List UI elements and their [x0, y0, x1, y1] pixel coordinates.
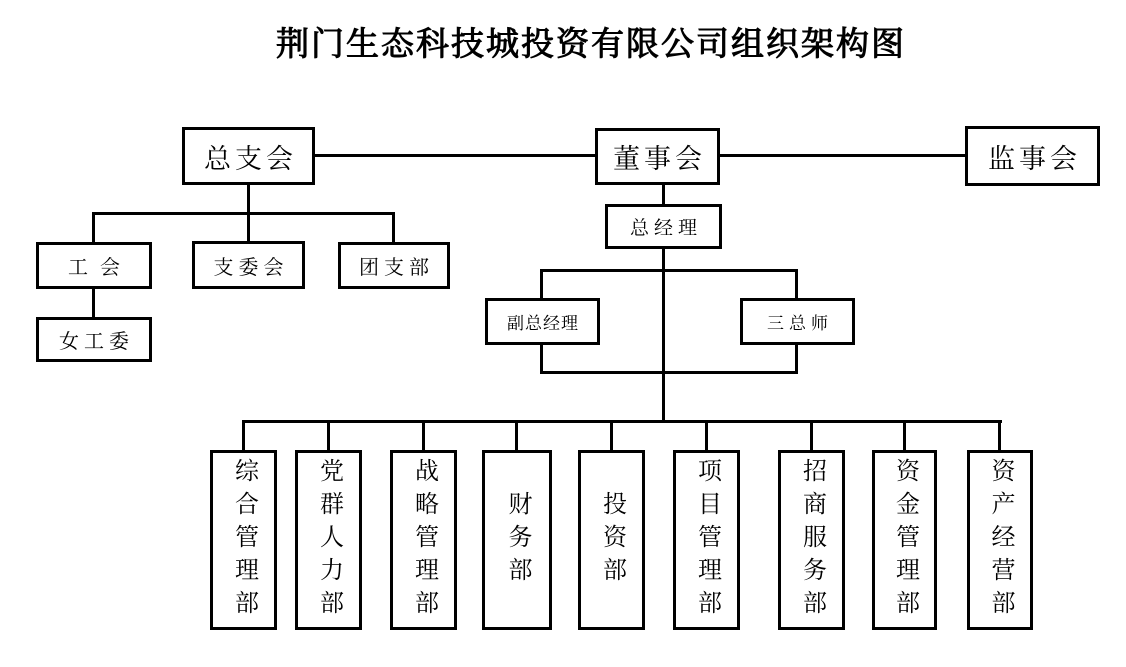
connector-deputy-bracket-top	[540, 269, 798, 272]
dept-label: 投资部	[598, 490, 625, 590]
connector-drop-dept-1	[242, 421, 245, 451]
connector-top-left	[315, 154, 595, 157]
box-board-of-directors: 董事会	[595, 128, 720, 185]
connector-drop-dept-9	[998, 421, 1001, 451]
box-supervisory-board: 监事会	[965, 126, 1100, 186]
connector-dept-bracket	[242, 420, 1002, 423]
box-dept-investment	[578, 450, 645, 630]
box-dept-party-hr	[295, 450, 362, 630]
dept-label: 招商服务部	[798, 457, 825, 623]
box-branch-committee: 支委会	[192, 241, 305, 289]
box-dept-finance	[482, 450, 552, 630]
box-party-general-branch: 总支会	[182, 127, 315, 185]
dept-label: 综合管理部	[230, 457, 257, 623]
box-general-manager: 总经理	[605, 204, 722, 249]
connector-drop-dept-2	[327, 421, 330, 451]
dept-label: 资产经营部	[987, 457, 1013, 623]
connector-board-gm	[662, 184, 665, 205]
connector-branch-bracket	[92, 212, 395, 215]
box-three-chief-engineers: 三总师	[740, 298, 855, 345]
connector-drop-gonghui	[92, 213, 95, 244]
dept-label: 党群人力部	[315, 457, 342, 623]
connector-drop-dept-5	[610, 421, 613, 451]
connector-deputy-bracket-bottom	[540, 371, 798, 374]
box-dept-project-management	[673, 450, 740, 630]
dept-label: 战略管理部	[410, 457, 437, 623]
connector-drop-dept-6	[705, 421, 708, 451]
box-dept-capital-management	[872, 450, 937, 630]
connector-drop-tuanzhibu	[392, 213, 395, 244]
connector-drop-dept-4	[515, 421, 518, 451]
box-women-workers-committee: 女工委	[36, 317, 152, 362]
dept-label: 财务部	[504, 490, 530, 590]
box-dept-general-management	[210, 450, 277, 630]
box-youth-league-branch: 团支部	[338, 242, 450, 289]
connector-drop-dept-8	[903, 421, 906, 451]
dept-label: 项目管理部	[693, 457, 720, 623]
connector-drop-dept-3	[422, 421, 425, 451]
dept-label: 资金管理部	[891, 457, 918, 623]
box-dept-asset-operation	[967, 450, 1033, 630]
chart-title: 荆门生态科技城投资有限公司组织架构图	[276, 27, 906, 63]
connector-gonghui-nvgongwei	[92, 287, 95, 319]
box-deputy-general-manager: 副总经理	[485, 298, 600, 345]
box-labor-union: 工会	[36, 242, 152, 289]
connector-drop-dept-7	[810, 421, 813, 451]
box-dept-investment-promotion-service	[778, 450, 845, 630]
connector-top-right	[720, 154, 965, 157]
box-dept-strategy-management	[390, 450, 457, 630]
connector-gm-main-vertical	[662, 247, 665, 423]
